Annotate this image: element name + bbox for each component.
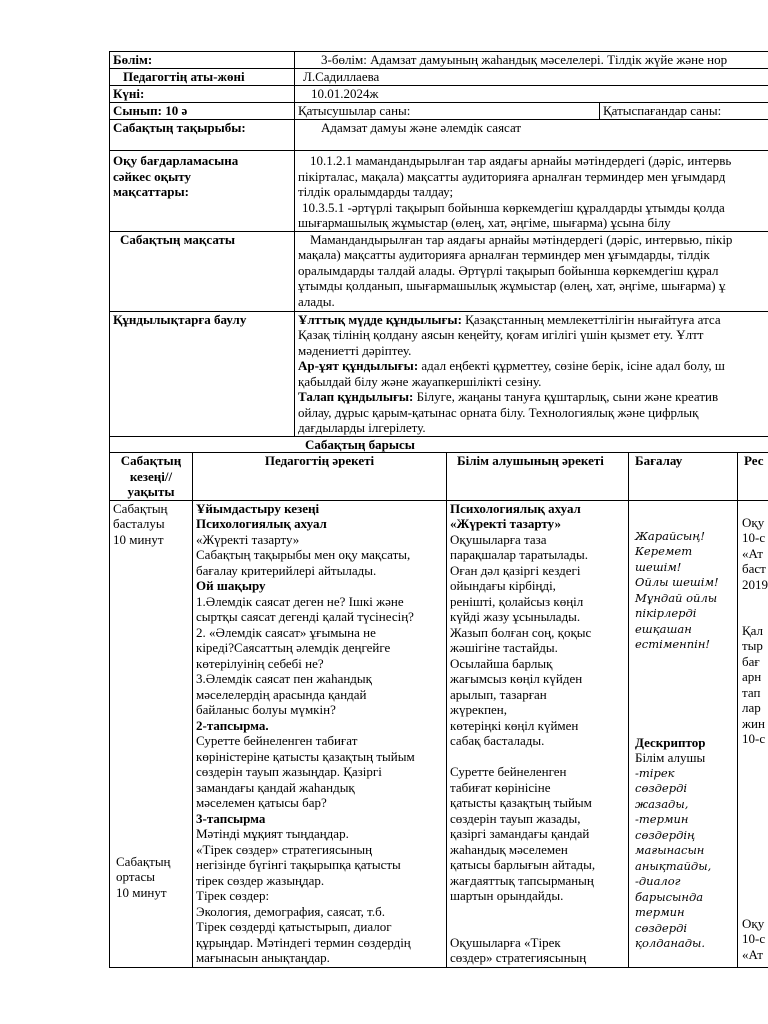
goal-value: Мамандандырылған тар аядағы арнайы мәтіндердегі (дәріс, интервью, пікір мақала) мақсатты аудиторияға арналған терминдер мен ұғымдарды, тілдік оралымдарды талдай алады. Әртүрлі тақырып бойынша көркемдегіш құрал ұтымды қолданып, шығармашылық жұмыстар (өлең, хат, әңгіме, шығарма) ұ алады. [295,231,768,311]
resource-line: 2019 [742,576,768,592]
student-activity-line: жәшігіне тастайды. [450,640,558,655]
resource-line: лар [742,700,761,715]
student-activity-line [450,904,625,920]
national-interest-title: Ұлттық мүдде құндылығы: [298,311,462,327]
resources-block-2 [742,623,765,747]
resource-line: баст [742,561,766,576]
praise-phrases [635,529,719,653]
resources-block-3 [742,916,765,963]
resource-line: тыр [742,638,763,653]
student-activity-line: сабақ басталады. [450,733,545,748]
teacher-activity-line: мағынасын анықтаңдар. [196,950,330,965]
lesson-process-table [109,436,768,968]
student-activity-line [450,919,625,935]
lesson-plan-document [109,51,768,968]
aspiration-title: Талап құндылығы: [298,389,414,404]
student-activity-line: сөздерін тауып жазады, [450,810,581,826]
goal-label: Сабақтың мақсаты [110,231,295,311]
conscience-title: Ар-ұят құндылығы: [298,358,419,373]
praise-line: Ойлы шешім! [635,575,719,589]
teacher-activity-line: Суретте бейнеленген табиғат [196,733,358,748]
teacher-activity-line: мәселелердің арасында қандай [196,686,367,702]
teacher-activity-line: Ұйымдастыру кезеңі [196,500,320,516]
teacher-activity-line: «Жүректі тазарту» [196,531,300,547]
student-activity-line: Жазып болған соң, қоқыс [450,624,592,640]
stage-start: Сабақтың басталуы 10 минут [113,500,168,547]
praise-line: Жарайсың! [635,528,706,543]
class-label: Сынып: 10 ә [110,103,295,120]
praise-line: ешқашан [635,621,692,636]
teacher-activity-line: Ой шақыру [196,578,266,593]
student-activity-line: жағдаяттық тапсырманың [450,872,594,888]
process-title: Сабақтың барысы [110,436,768,453]
student-activity-line: табиғат көрінісіне [450,779,551,795]
descriptor-line: сөздерді [635,781,688,795]
teacher-activity-line: мәселемен қатысы бар? [196,795,327,810]
teacher-activity-line: көтерілуінің себебі не? [196,655,324,671]
praise-line: Мұндай ойлы [635,590,718,605]
resource-line: «Ат [742,946,763,962]
teacher-activity-line: замандағы қандай жаһандық [196,779,355,795]
resource-line: бағ [742,653,760,669]
resource-line: 10-с [742,931,766,946]
descriptor-line: термин [635,905,685,919]
teacher-activity-line: Экология, демография, саясат, т.б. [196,903,385,919]
values-value: Ұлттық мүдде құндылығы: Қазақстанның мемлекеттілігін нығайтуға атса Қазақ тілінің қолдану аясын кеңейту, қоғам игілігі үшін қызмет ету. Ұлтт мәдениетті дәріптеу. Ар-ұят құндылығы: адал еңбекті құрметтеу, сөзіне берік, ісіне адал болу, ш қабылдай білу және жауапкершілікті сезіну. Талап құндылығы: Білуге, жаңаны тануға құштарлық, сыни және креатив ойлау, дұрыс қарым-қатынас орната білу. Технологиялық және цифрлық дағдыларды ілгерілету. [295,311,768,436]
descriptor-line: сөздерді [635,920,688,935]
date-label: Күні: [110,86,295,103]
student-activity-line: жағымсыз көңіл күйден [450,671,583,686]
values-label: Құндылықтарға баулу [110,311,295,436]
resource-line: Оқу [742,514,765,530]
student-activity-line: жүрекпен, [450,702,508,717]
teacher-column-header: Педагогтің әрекеті [193,453,447,501]
student-activity-line: Оған дәл қазіргі кездегі [450,562,581,578]
descriptor-line: -диалог [635,874,681,888]
teacher-activity-line: Тірек сөздерді қатыстырып, диалог [196,919,392,934]
stage-column-header: Сабақтың кезеңі// уақыты [110,453,193,501]
student-activity-line: Суретте бейнеленген [450,764,567,779]
teacher-activity-line: Мәтінді мұқият тыңдаңдар. [196,826,349,841]
teacher-activity-line: сөздерін тауып жазыңдар. Қазіргі [196,764,382,779]
assessment-cell [629,500,738,967]
student-activity-line: сөздер» стратегиясының [450,950,587,965]
resource-line: арн [742,669,762,684]
topic-label: Сабақтың тақырыбы: [110,120,295,151]
stage-middle: Сабақтың ортасы 10 минут [116,853,171,900]
descriptor-line: барысында [635,889,704,904]
teacher-activity-line: тірек сөздер жазыңдар. [196,872,325,888]
objectives-label: Оқу бағдарламасына сәйкес оқыту мақсаттары: [110,151,295,232]
teacher-activity-line: бағалау критерийлері айтылады. [196,562,377,578]
student-activity-line: көтеріңкі көңіл күймен [450,717,579,733]
student-activity-line: Оқушыларға таза [450,531,547,547]
student-activity-line: «Жүректі тазарту» [450,516,561,531]
teacher-activity-line: «Тірек сөздер» стратегиясының [196,841,373,857]
section-label: Бөлім: [110,52,295,69]
teacher-activity-line: көріністеріне қатысты қазақтың тыйым [196,748,415,764]
teacher-activity-line: кіреді?Саясаттың әлемдік деңгейге [196,640,391,655]
student-activity-line: парақшалар таратылады. [450,547,589,562]
teacher-activity-line: Тірек сөздер: [196,888,270,903]
student-activity-line: қазіргі замандағы қандай [450,826,590,841]
resource-line: жин [742,715,765,731]
resources-block-1 [742,515,768,593]
teacher-activity-line: 1.Әлемдік саясат деген не? Ішкі және [196,593,404,609]
assessment-column-header: Бағалау [629,453,738,501]
teacher-activity-line: 3.Әлемдік саясат пен жаһандық [196,671,372,686]
student-activity-line: Психологиялық ахуал [450,500,581,516]
teacher-activity-line: Психологиялық ахуал [196,516,327,531]
topic-value: Адамзат дамуы және әлемдік саясат [295,120,768,151]
resource-line: 10-с [742,530,766,545]
student-activity-line: қатысы барлығын айтады, [450,857,596,872]
student-activity-line: ойындағы кірбіңді, [450,578,556,593]
descriptor-line: -термин [635,812,689,826]
descriptor-line: жазады, [635,796,689,811]
resource-line: тап [742,684,761,700]
descriptor-line: -тірек [635,765,675,780]
descriptor-block: Дескриптор Білім алушы -тірек сөздерді жазады, -термин сөздердің мағынасын анықтайды, -диалог барысында термин сөздерді қолданады. [635,734,712,950]
resource-line: Қал [742,622,764,638]
student-activity [447,500,629,967]
student-activity-line: Осылайша барлық [450,655,553,671]
descriptor-line: мағынасын [635,843,705,857]
teacher-activity-line: 3-тапсырма [196,810,266,826]
resource-line: Оқу [742,915,765,931]
teacher-activity-line: 2. «Әлемдік саясат» ұғымына не [196,624,376,640]
student-activity-line: күйді жазу ұсынылады. [450,609,581,624]
teacher-activity-line: 2-тапсырма. [196,717,269,733]
section-value: 3-бөлім: Адамзат дамуының жаһандық мәселелері. Тілдік жүйе және нор [295,52,768,69]
stage-column [110,500,193,967]
descriptor-title: Дескриптор [635,734,706,750]
student-activity-line: Оқушыларға «Тірек [450,934,561,950]
student-activity-line: жаһандық мәселемен [450,841,568,857]
teacher-label: Педагогтің аты-жөні [110,69,295,86]
teacher-activity [193,500,447,967]
praise-line: естіменпін! [635,637,711,651]
descriptor-line: сөздердің [635,827,696,842]
student-activity-line [450,749,625,765]
present-count-label: Қатысушылар саны: [295,103,600,120]
teacher-value: Л.Садиллаева [295,69,768,86]
resources-cell [738,500,768,967]
lesson-header-table [109,51,768,437]
student-activity-line: арылып, тазарған [450,686,547,702]
absent-count-label: Қатыспағандар саны: [600,103,768,120]
descriptor-line: қолданады. [635,936,706,950]
resource-line: «Ат [742,545,763,561]
teacher-activity-line: негізінде бүгінгі тақырыпқа қатысты [196,857,401,872]
student-column-header: Білім алушының әрекеті [447,453,629,501]
resource-line: 10-с [742,731,766,746]
teacher-activity-line: сыртқы саясат дегенді қалай түсінесің? [196,609,414,624]
teacher-activity-line: Сабақтың тақырыбы мен оқу мақсаты, [196,547,411,562]
teacher-activity-line: байланыс болуы мүмкін? [196,702,336,717]
praise-line: пікірлерді [635,606,697,620]
objectives-value: 10.1.2.1 мамандандырылған тар аядағы арнайы мәтіндердегі (дәріс, интервь пікірталас, мақала) мақсатты аудиторияға арналған терминдер мен ұғымдард тілдік оралымдарды талдау; 10.3.5.1 -әртүрлі тақырып бойынша көркемдегіш құралдарды ұтымды қолда шығармашылық жұмыстар (өлең, хат, әңгіме, шығарма) ұсына білу [295,151,768,232]
descriptor-line: анықтайды, [635,858,712,873]
praise-line: шешім! [635,559,682,574]
student-activity-line: шартын орындайды. [450,888,564,903]
student-activity-line: қатысты қазақтың тыйым [450,795,592,810]
praise-line: Керемет [635,544,693,558]
teacher-activity-line: құрыңдар. Мәтіндегі термин сөздердің [196,934,411,950]
resources-column-header: Рес [738,453,768,501]
student-activity-line: ренішті, қолайсыз көңіл [450,593,584,609]
date-value: 10.01.2024ж [295,86,768,103]
